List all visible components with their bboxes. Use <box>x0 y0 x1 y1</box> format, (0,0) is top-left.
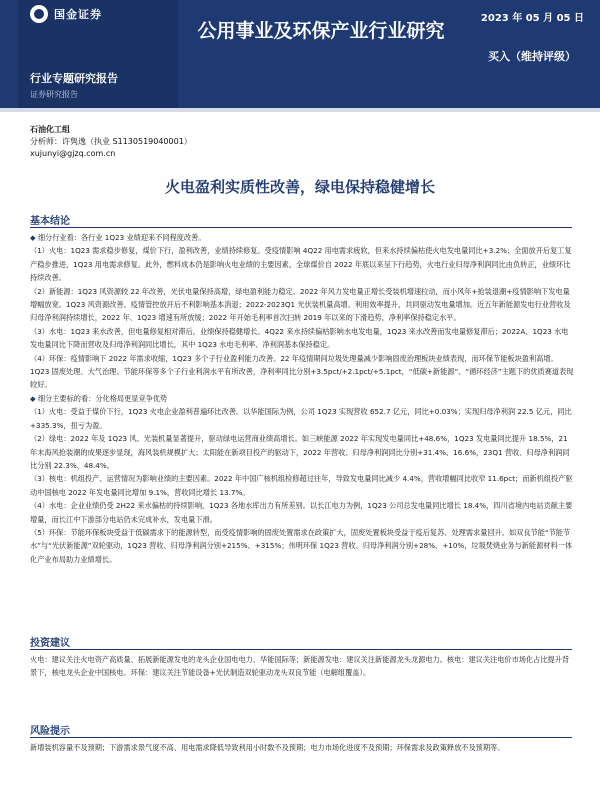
conclusion-paragraph: （5）环保：节能环保板块受益于低碳需求下的能源转型，而受疫情影响的固废处置需求在政策扩大，固废处置板块受益于疫后复苏、处理需求量回升。如双良节能“节能节水”与“光伏新能源”双轮驱动，1Q23 营收、归母净利润分别+215%、+315%；伟明环保 1Q23 营收、归母净利润分别+28%、+10%，垃圾焚烧业务与新能源材料一体化产业布局助力业绩增长。 <box>30 527 573 564</box>
invest-paragraph: 火电：建议关注火电资产高质量、拓展新能源发电的龙头企业国电电力、华能国际等；新能源发电：建议关注新能源龙头龙源电力。核电：建议关注电价市场化占比提升背景下，核电龙头企业中国核电。环保：建议关注节能设备+光伏制造双轮驱动龙头双良节能（电解组覆盖）。 <box>30 655 570 678</box>
logo-icon <box>30 5 48 23</box>
conclusion-bullet-companies: ◆ 细分主要标的看：分化格局更显竞争优势 <box>30 392 575 405</box>
logo-text: 国金证券 <box>54 8 102 21</box>
analyst-info <box>30 124 192 160</box>
conclusion-paragraph: （4）水电：企业业绩仍受 2H22 来水偏枯的持续影响，1Q23 各地水库出力有所差别。以长江电力为例，1Q23 公司总发电量同比增长 18.4%，四川省境内电站贡献主要增量，而长江中下游部分电站仍未完成补水，发电量下滑。 <box>30 501 573 524</box>
conclusion-paragraph: （4）环保：疫情影响下 2022 年需求收缩，1Q23 多个子行业盈利能力改善。22 年疫情期间垃圾处理量减少影响固废治理板块业绩表现，而环保节能板块盈利高增。1Q23 固废处理、大气治理、节能环保等多个子行业利润水平有所改善，净利率同比分别+3.5pct/+2.1pct/+5.1pct，“低碳+新能源”、“循环经济”主题下的优质赛道表现较好。 <box>30 353 574 390</box>
section-invest-title: 投资建议 <box>30 634 70 649</box>
report-subtype: 证券研究报告 <box>30 90 78 99</box>
report-type: 行业专题研究报告 <box>30 72 118 85</box>
report-date: 2023 年 05 月 05 日 <box>480 13 584 24</box>
analyst-email[interactable]: xujunyi@gjzq.com.cn <box>30 149 116 158</box>
analyst-name: 分析师：许隽逸（执业 S1130519040001） <box>30 137 192 146</box>
conclusion-paragraph: （2）新能源：1Q23 风资源较 22 年改善，光伏电量保持高增，绿电盈利能力稳定。2022 年风力发电量正增长受装机增速拉动，而小风年+抢装退潮+疫情影响下发电量增幅放宽。1Q23 风资源改善、疫情管控放开后不利影响基本消退；2022-2023Q1 光伏装机量高增、利用效率提升，共同驱动发电量增加。近五年新能源发电行业营收及归母净利润持续增长，2022 年、1Q23 增速有所放缓；2022 年开始毛利率首次扫转 2019 年以来的下滑趋势，净利率保持稳定水平。 <box>30 286 571 323</box>
risk-body <box>30 741 575 754</box>
header-divider <box>0 108 600 112</box>
conclusion-paragraph: （3）核电：机组投产、运营情况为影响业绩的主要因素。2022 年中国广核机组检修超过往年，导致发电量同比减少 4.4%，营收增幅同比收窄 11.6pct；而新机组投产驱动中国核电 2022 年发电量同比增加 9.1%，营收同比增长 13.7%。 <box>30 474 573 497</box>
invest-body <box>30 653 575 680</box>
conclusion-bullet-industry: ◆ 细分行业看：各行业 1Q23 业绩迎来不同程度改善。 <box>30 231 575 244</box>
company-logo <box>30 5 102 23</box>
conclusion-paragraph: （3）水电：1Q23 来水改善，但电量修复相对滞后，业绩保持稳健增长。4Q22 来水持续偏枯影响水电发电量，1Q23 来水改善而发电量修复滞后；2022A、1Q23 水电发电量同比下降而营收及归母净利润同比增长，其中 1Q23 水电毛利率、净利润基本保持稳定。 <box>30 326 569 350</box>
conclusion-paragraph: （1）火电：受益于煤价下行，1Q23 火电企业盈利普遍环比改善。以华能国际为例，公司 1Q23 实现营收 652.7 亿元，同比+0.03%；实现归母净利润 22.5 亿元，同比+335.3%，扭亏为盈。 <box>30 407 572 430</box>
section-conclusion-title: 基本结论 <box>30 212 70 227</box>
analyst-group: 石油化工组 <box>30 125 70 134</box>
rating-badge: 买入（维持评级） <box>488 50 576 63</box>
conclusion-body <box>30 231 575 566</box>
conclusion-paragraph: （2）绿电：2022 年及 1Q23 风、光装机量显著提升，驱动绿电运营商业绩高增长。如三峡能源 2022 年实现发电量同比+48.6%，1Q23 发电量同比提升 18.5%，21 年末海风抢装潮的成果逐步显现，海风装机规模扩大；太阳能在新项目投产的驱动下，2022 年营收、归母净利润同比分别+31.4%、16.6%，23Q1 营收、归母净利润同比分别 22.3%、48.4%。 <box>30 434 570 470</box>
conclusion-paragraph: （1）火电：1Q23 需求稳步修复，煤价下行，盈利改善，业绩持续修复。受疫情影响 4Q22 用电需求疲软，但来水持续偏枯使火电发电量同比+3.2%；全面放开后复工复产稳步推进，1Q23 用电需求修复。此外，燃料成本仍是影响火电业绩的主要因素，全球煤价自 2022 年底以来呈下行趋势，火电行业归母净利润同比由负转正，业绩环比持续改善。 <box>30 246 572 283</box>
report-headline: 火电盈利实质性改善，绿电保持稳健增长 <box>164 178 435 196</box>
risk-paragraph: 新增装机容量不及预期；下游需求景气度不高、用电需求降低导致利用小时数不及预期；电力市场化进度不及预期；环保需求及政策释放不及预期等。 <box>30 743 505 752</box>
report-title: 公用事业及环保产业行业研究 <box>197 20 445 42</box>
section-risk-title: 风险提示 <box>30 722 70 737</box>
